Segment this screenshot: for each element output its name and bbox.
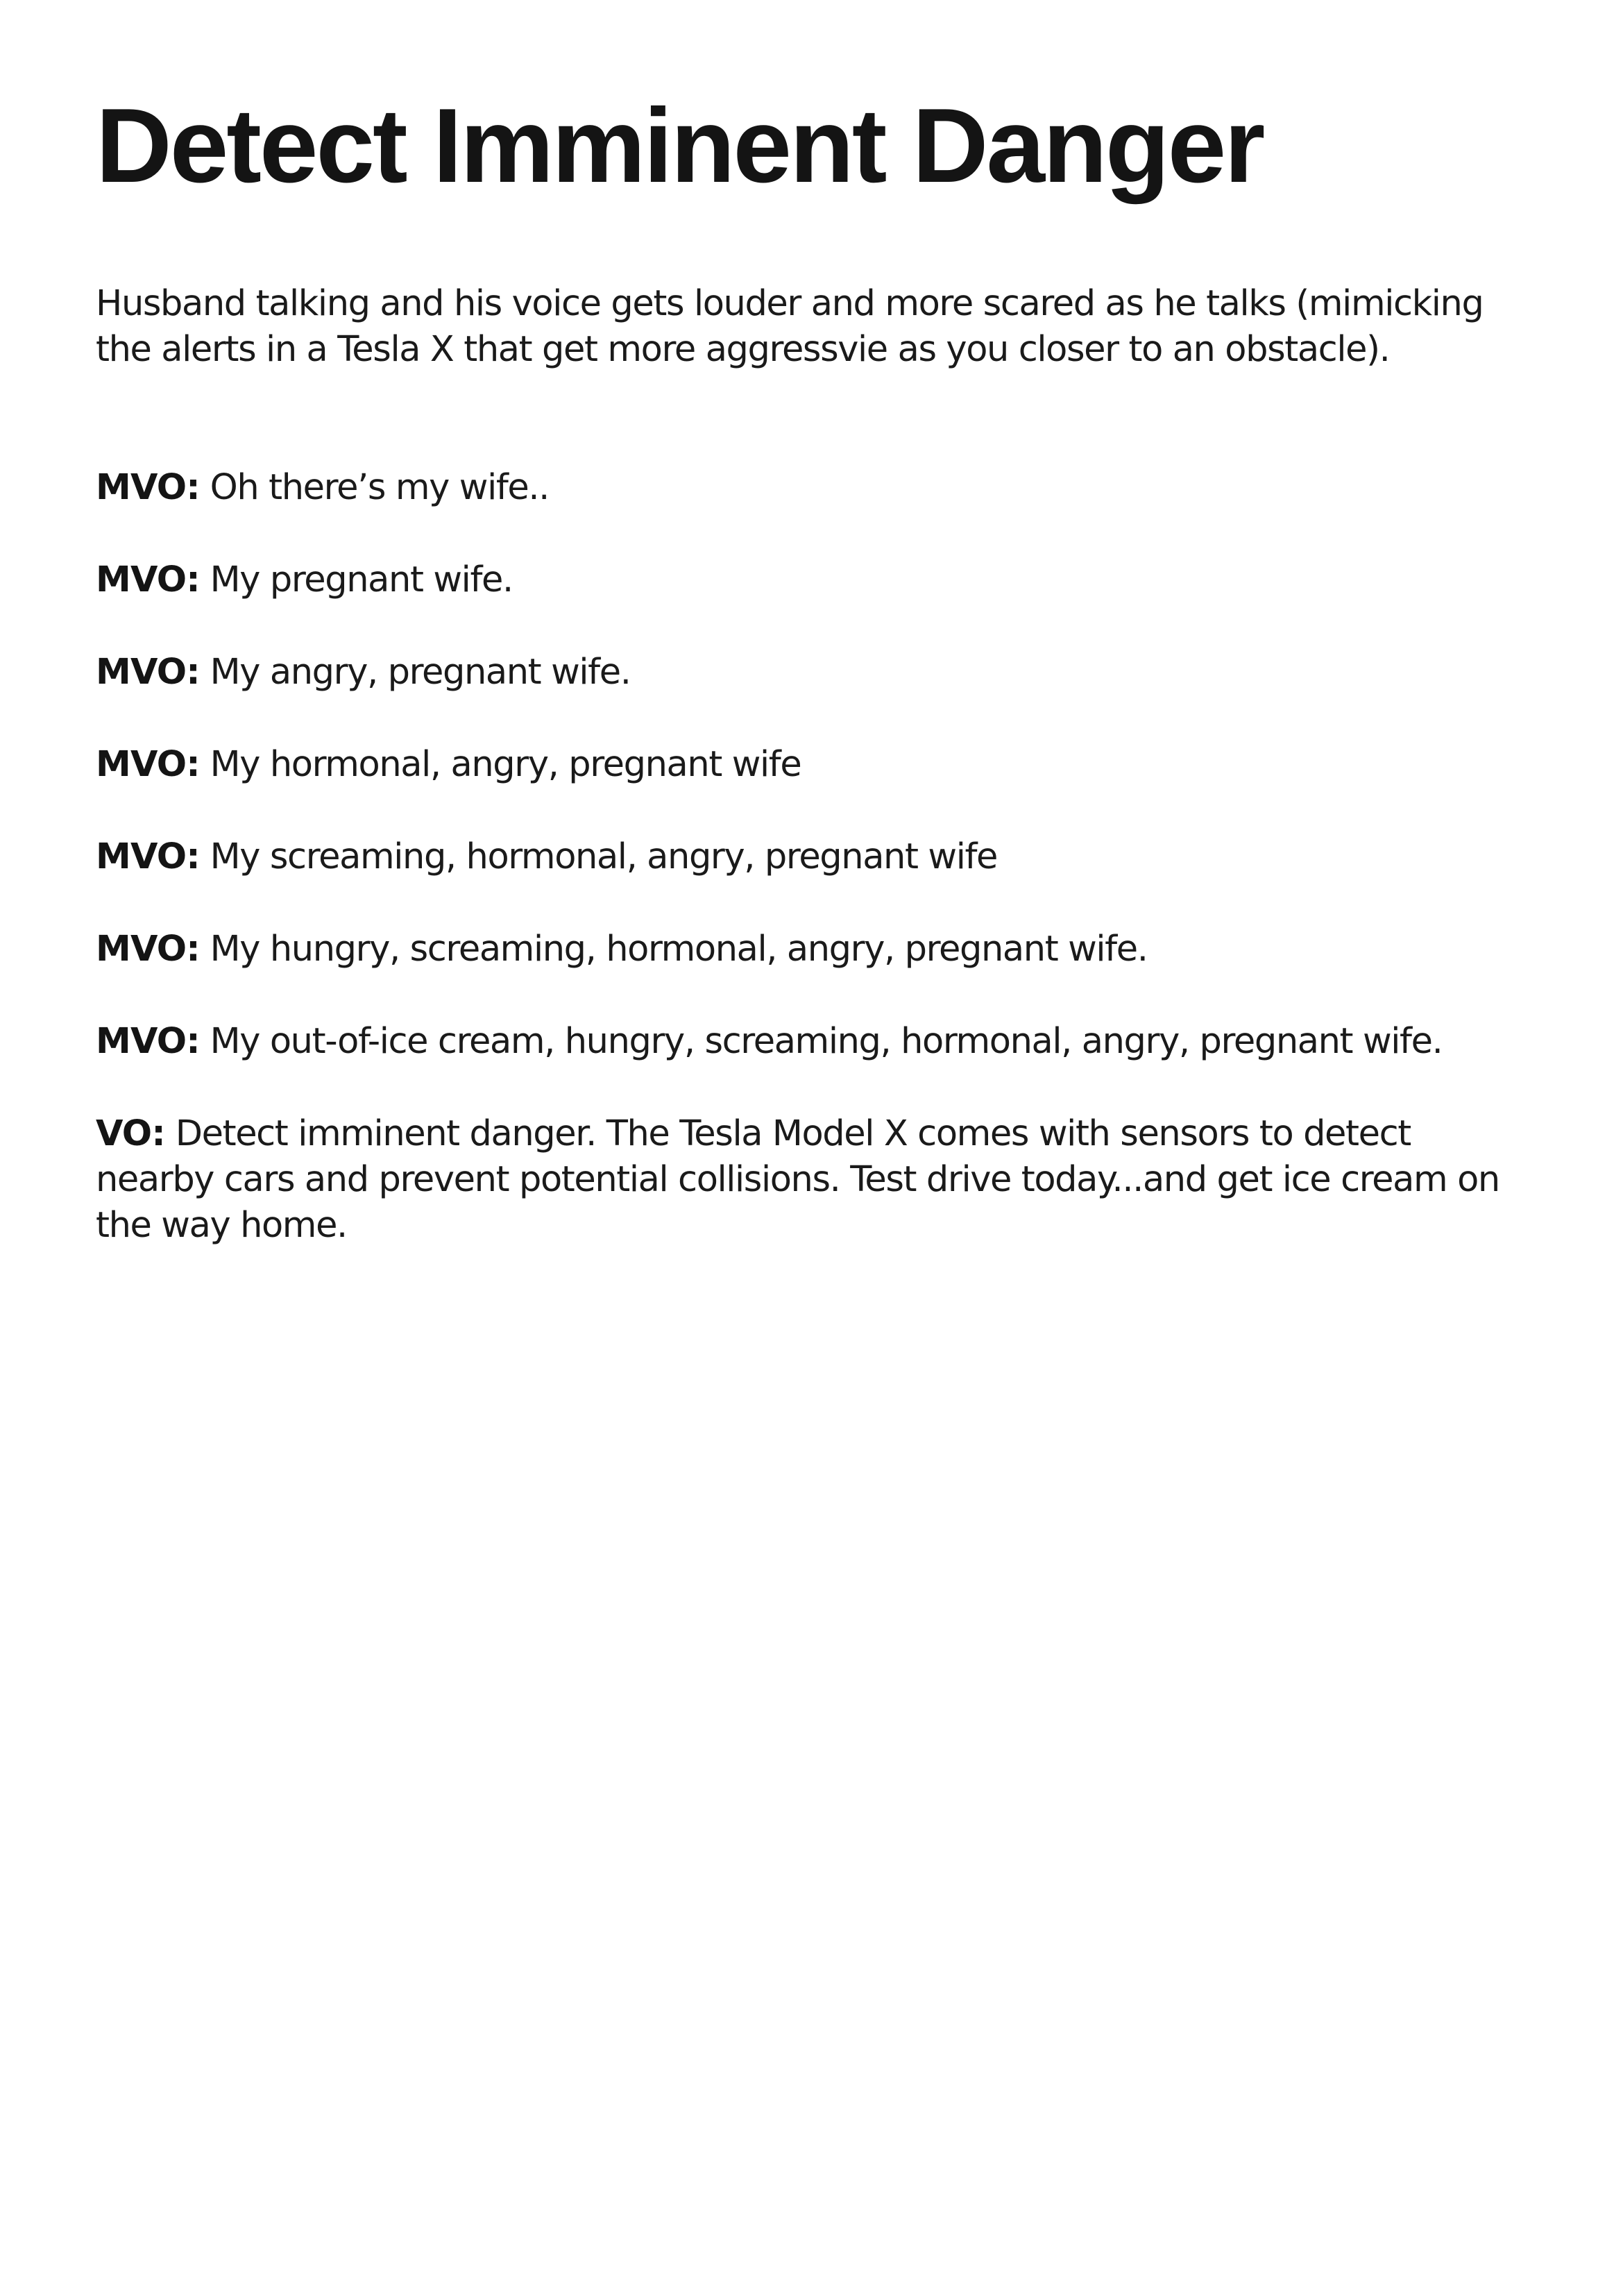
- voiceover-paragraph: [96, 1111, 1511, 1249]
- speaker-label: MVO:: [96, 652, 200, 693]
- dialogue-text: My pregnant wife.: [199, 559, 513, 600]
- script-line: [96, 742, 1518, 788]
- dialogue-text: Oh there’s my wife..: [199, 467, 549, 508]
- speaker-label: MVO:: [96, 836, 200, 877]
- speaker-label: MVO:: [96, 559, 200, 600]
- dialogue-text: My hormonal, angry, pregnant wife: [199, 744, 801, 785]
- script-line: [96, 1019, 1518, 1065]
- intro-paragraph: Husband talking and his voice gets louder and more scared as he talks (mimicking the alerts in a Tesla X that get more aggressvie as you closer to an obstacle).: [96, 283, 1484, 370]
- dialogue-text: My out-of-ice cream, hungry, screaming, hormonal, angry, pregnant wife.: [199, 1021, 1443, 1062]
- dialogue-text: My hungry, screaming, hormonal, angry, pregnant wife.: [199, 929, 1148, 970]
- page-title: Detect Imminent Danger: [96, 87, 1264, 205]
- speaker-label: VO:: [96, 1113, 165, 1154]
- speaker-label: MVO:: [96, 467, 200, 508]
- script-line: [96, 557, 1518, 603]
- script-line: [96, 927, 1518, 972]
- dialogue-text: My screaming, hormonal, angry, pregnant wife: [199, 836, 997, 877]
- dialogue-text: Detect imminent danger. The Tesla Model X comes with sensors to detect nearby cars and prevent potential collisions. Test drive today...and get ice cream on the way home.: [96, 1113, 1499, 1246]
- speaker-label: MVO:: [96, 929, 200, 970]
- speaker-label: MVO:: [96, 1021, 200, 1062]
- speaker-label: MVO:: [96, 744, 200, 785]
- script-line: [96, 834, 1518, 880]
- script-line: [96, 650, 1518, 695]
- dialogue-text: My angry, pregnant wife.: [199, 652, 631, 693]
- script-line: [96, 465, 1518, 511]
